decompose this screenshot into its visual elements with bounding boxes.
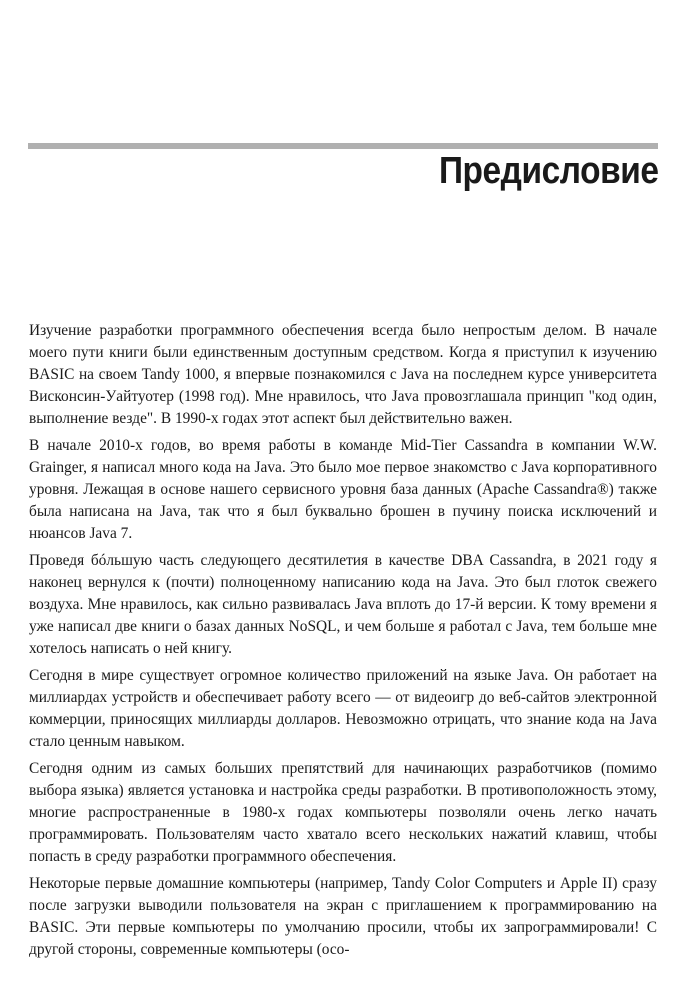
paragraph: Сегодня одним из самых больших препятствий для начинающих разработчиков (помимо выбора языка) является установка и настройка среды разработки. В противоположность этому, многие распространенные в 1980-х годах компьютеры позволяли очень легко начать программировать. Пользователям часто хватало всего нескольких нажатий клавиш, чтобы попасть в среду разработки программного обеспечения. — [29, 760, 657, 865]
paragraph: Некоторые первые домашние компьютеры (например, Tandy Color Computers и Apple II) сразу после загрузки выводили пользователя на экран с приглашением к программированию на BASIC. Эти первые компьютеры по умолчанию просили, чтобы их запрограммировали! С другой стороны, современные компьютеры (осо- — [29, 875, 657, 958]
paragraph: Проведя бóльшую часть следующего десятилетия в качестве DBA Cassandra, в 2021 году я наконец вернулся к (почти) полноценному написанию кода на Java. Это был глоток свежего воздуха. Мне нравилось, как сильно развивалась Java вплоть до 17-й версии. К тому времени я уже написал две книги о базах данных NoSQL, и чем больше я работал с Java, тем больше мне хотелось написать о ней книгу. — [29, 552, 657, 657]
paragraph: В начале 2010-х годов, во время работы в команде Mid-Tier Cassandra в компании W.W. Grainger, я написал много кода на Java. Это было мое первое знакомство с Java корпоративного уровня. Лежащая в основе нашего сервисного уровня база данных (Apache Cassandra®) также была написана на Java, так что я был буквально брошен в пучину поиска исключений и нюансов Java 7. — [29, 437, 657, 542]
paragraph: Изучение разработки программного обеспечения всегда было непростым делом. В начале моего пути книги были единственным доступным средством. Когда я приступил к изучению BASIC на своем Tandy 1000, я впервые познакомился с Java на последнем курсе университета Висконсин-Уайтуотер (1998 год). Мне нравилось, что Java провозглашала принцип "код один, выполнение везде". В 1990-х годах этот аспект был действительно важен. — [29, 322, 657, 427]
chapter-rule — [28, 143, 658, 149]
paragraph: Сегодня в мире существует огромное количество приложений на языке Java. Он работает на миллиардах устройств и обеспечивает работу всего — от видеоигр до веб-сайтов электронной коммерции, приносящих миллиарды долларов. Невозможно отрицать, что знание кода на Java стало ценным навыком. — [29, 667, 657, 750]
body-text — [29, 320, 657, 966]
chapter-title: Предисловие — [438, 150, 658, 192]
